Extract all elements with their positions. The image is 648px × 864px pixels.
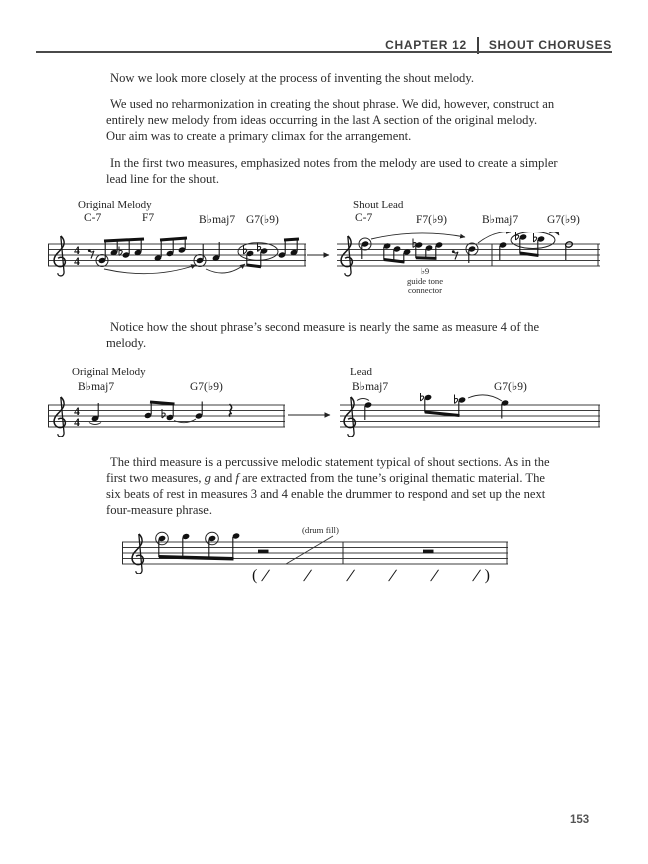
text-line: lead line for the shout.	[106, 172, 219, 186]
text-line: In the first two measures, emphasized notes from the melody are used to create a simpler	[110, 156, 558, 170]
half-rest-icon	[423, 550, 434, 554]
text-segment: first two measures,	[106, 471, 205, 485]
paragraph-5	[106, 454, 550, 518]
chord-symbol: F7(♭9)	[416, 214, 447, 226]
phrase-arrow	[478, 232, 511, 243]
example2-left-label: Original Melody	[72, 366, 146, 378]
time-signature-top: 4	[74, 405, 80, 418]
rhythm-slash: /	[303, 566, 312, 585]
rhythm-slash: /	[261, 566, 270, 585]
chord-symbol: G7(♭9)	[494, 381, 527, 393]
treble-clef-icon	[54, 397, 65, 437]
treble-clef-icon	[344, 397, 355, 437]
text-line: entirely new melody from ideas occurring in the last A section of the original melody.	[106, 113, 538, 127]
text-segment: are extracted from the tune’s original thematic material. The	[238, 471, 546, 485]
example1-left-label: Original Melody	[78, 199, 152, 211]
open-paren: (	[252, 567, 258, 584]
chord-symbol: G7(♭9)	[547, 214, 580, 226]
text-segment: and	[210, 471, 236, 485]
system-connector-arrow	[288, 410, 338, 420]
close-paren: )	[484, 567, 490, 584]
eighth-rest-icon	[88, 249, 94, 258]
annotation-line: connector	[408, 285, 442, 296]
time-signature-bottom: 4	[74, 256, 80, 268]
text-line: six beats of rest in measures 3 and 4 enable the drummer to respond and set up the next	[106, 487, 546, 501]
guide-tone-annotation	[394, 267, 456, 296]
rhythm-slash: /	[388, 566, 397, 585]
page-number: 153	[570, 814, 590, 826]
staff-shout-lead	[337, 232, 603, 288]
time-signature-top: 4	[74, 244, 80, 257]
notes	[156, 532, 434, 559]
staff-lines	[340, 405, 600, 427]
text-line: Now we look more closely at the process of inventing the shout melody.	[110, 71, 474, 85]
header-rule	[36, 51, 612, 53]
chord-symbol: C-7	[84, 212, 102, 224]
paragraph-3	[106, 155, 558, 187]
slash-group	[252, 566, 268, 586]
text-line: Our aim was to create a primary climax for the arrangement.	[106, 129, 412, 143]
example1-right-label: Shout Lead	[353, 199, 404, 211]
treble-clef-icon	[341, 236, 352, 276]
chord-symbol: F7	[142, 212, 155, 224]
rhythm-slash: /	[472, 566, 481, 585]
drum-fill-pointer-line	[286, 536, 333, 564]
chord-symbol: G7(♭9)	[190, 381, 223, 393]
phrase-arrow	[371, 233, 465, 239]
rhythm-slash: /	[345, 566, 355, 585]
notes	[96, 238, 299, 267]
treble-clef-icon	[132, 534, 143, 574]
phrase-arrow	[206, 264, 245, 273]
text-line: The third measure is a percussive melodic statement typical of shout sections. As in the	[110, 455, 550, 469]
rhythm-slash-row	[252, 566, 490, 586]
notes	[359, 232, 573, 263]
time-signature-bottom: 4	[74, 417, 80, 429]
annotation-line: guide tone	[406, 275, 444, 286]
slash-group	[474, 566, 490, 586]
system-connector-arrow	[306, 250, 338, 260]
treble-clef-icon	[54, 236, 65, 276]
staff-lines	[122, 542, 508, 564]
chord-symbol: B♭maj7	[482, 214, 519, 226]
paragraph-4	[106, 319, 539, 351]
staff-original-melody-2	[48, 393, 288, 437]
rhythm-slash: /	[430, 566, 439, 585]
staff-lead	[340, 393, 602, 437]
chord-symbol: G7(♭9)	[246, 214, 279, 226]
text-line: four-measure phrase.	[106, 503, 213, 517]
chord-symbol: B♭maj7	[78, 381, 115, 393]
chord-symbol: B♭maj7	[352, 381, 389, 393]
chapter-title: SHOUT CHORUSES	[488, 37, 612, 52]
chord-symbol: B♭maj7	[199, 214, 236, 226]
text-line: Notice how the shout phrase’s second measure is nearly the same as measure 4 of the	[110, 320, 540, 334]
chapter-label: CHAPTER 12	[385, 37, 467, 52]
text-line: melody.	[106, 336, 147, 350]
staff-original-melody-1	[48, 232, 310, 288]
italic-pitch-g: g	[204, 471, 211, 485]
flat9-label: ♭9	[420, 266, 430, 276]
half-rest-icon	[258, 550, 269, 554]
text-line: We used no reharmonization in creating the shout phrase. We did, however, construct an	[110, 97, 555, 111]
example2-right-label: Lead	[350, 366, 372, 378]
chord-symbol: C-7	[355, 212, 373, 224]
staff-lines	[48, 244, 306, 266]
staff-lines	[48, 405, 285, 427]
paragraph-1	[106, 70, 474, 86]
paragraph-2	[106, 96, 554, 144]
drum-fill-label: (drum fill)	[302, 525, 339, 535]
italic-pitch-f: f	[235, 471, 239, 485]
text-line	[106, 470, 550, 486]
